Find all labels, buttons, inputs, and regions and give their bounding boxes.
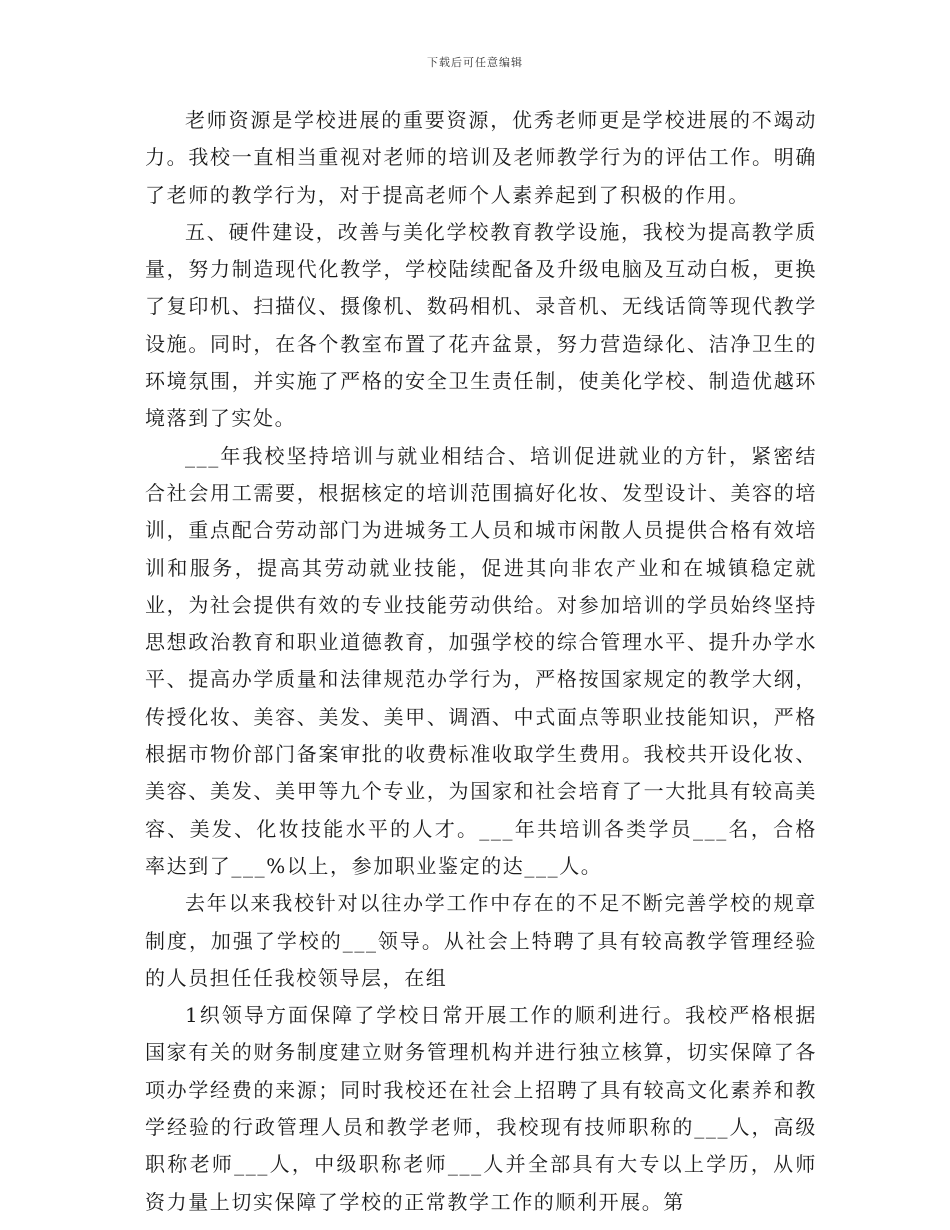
paragraph-finance-staffing: 1织领导方面保障了学校日常开展工作的顺利进行。我校严格根据国家有关的财务制度建立财务管理机构并进行独立核算，切实保障了各项办学经费的来源；同时我校还在社会上招聘了具有较高文化素养和教学经验的行政管理人员和教学老师，我校现有技师职称的___人，高级职称老师___人，中级职称老师___人并全部具有大专以上学历，从师资力量上切实保障了学校的正常教学工作的顺利开展。第 [145,1003,817,1214]
paragraph-hardware-construction: 五、硬件建设，改善与美化学校教育教学设施，我校为提高教学质量，努力制造现代化教学，学校陆续配备及升级电脑及互动白板，更换了复印机、扫描仪、摄像机、数码相机、录音机、无线话筒等现代教学设施。同时，在各个教室布置了花卉盆景，努力营造绿化、洁净卫生的环境氛围，并实施了严格的安全卫生责任制，使美化学校、制造优越环境落到了实处。 [145,219,817,431]
paragraph-teacher-resources: 老师资源是学校进展的重要资源，优秀老师更是学校进展的不竭动力。我校一直相当重视对老师的培训及老师教学行为的评估工作。明确了老师的教学行为，对于提高老师个人素养起到了积极的作用。 [145,108,817,207]
page-header: 下载后可任意编辑 [427,56,523,69]
paragraph-management-regulations: 去年以来我校针对以往办学工作中存在的不足不断完善学校的规章制度，加强了学校的___领导。从社会上特聘了具有较高教学管理经验的人员担任任我校领导层，在组 [145,891,817,990]
document-body [145,102,817,1221]
paragraph-training-employment: ___年我校坚持培训与就业相结合、培训促进就业的方针，紧密结合社会用工需要，根据核定的培训范围搞好化妆、发型设计、美容的培训，重点配合劳动部门为进城务工人员和城市闲散人员提供合格有效培训和服务，提高其劳动就业技能，促进其向非农产业和在城镇稳定就业，为社会提供有效的专业技能劳动供给。对参加培训的学员始终坚持思想政治教育和职业道德教育，加强学校的综合管理水平、提升办学水平、提高办学质量和法律规范办学行为，严格按国家规定的教学大纲，传授化妆、美容、美发、美甲、调酒、中式面点等职业技能知识，严格根据市物价部门备案审批的收费标准收取学生费用。我校共开设化妆、美容、美发、美甲等九个专业，为国家和社会培育了一大批具有较高美容、美发、化妆技能水平的人才。___年共培训各类学员___名，合格率达到了___%以上，参加职业鉴定的达___人。 [145,443,817,878]
